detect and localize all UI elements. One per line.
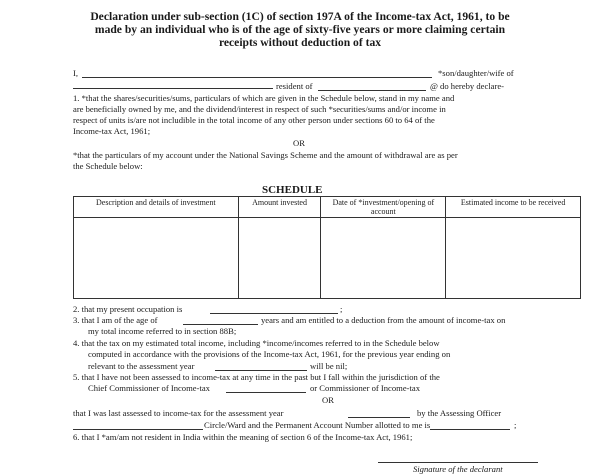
schedule-header-cell: Date of *investment/opening of account xyxy=(321,197,446,218)
schedule-header-cell: Description and details of investment xyxy=(74,197,239,218)
schedule-table xyxy=(73,196,581,299)
signature-line[interactable] xyxy=(378,462,538,463)
schedule-header-cell: Estimated income to be received xyxy=(446,197,581,218)
para2-end: ; xyxy=(340,304,343,314)
para5-text: that I was last assessed to income-tax for the assessment year xyxy=(73,408,284,418)
para5-text: Circle/Ward and the Permanent Account Number allotted to me is xyxy=(204,420,431,430)
para4-line: 4. that the tax on my estimated total income, including *income/incomes referred to in the Schedule below xyxy=(73,338,440,348)
assessment-year-field[interactable] xyxy=(215,370,307,371)
parent-name-field[interactable] xyxy=(73,88,273,89)
decl-resident: resident of xyxy=(276,81,313,91)
para3-text: years and am entitled to a deduction from the amount of income-tax on xyxy=(261,315,506,325)
para5-text: 5. that I have not been assessed to income-tax at any time in the past but I fall within the jurisdiction of the xyxy=(73,372,440,382)
name-field[interactable] xyxy=(82,77,432,78)
para4-line: relevant to the assessment year xyxy=(88,361,195,371)
schedule-header-cell: Amount invested xyxy=(238,197,321,218)
circle-ward-field[interactable] xyxy=(73,429,203,430)
schedule-title: SCHEDULE xyxy=(262,184,323,196)
title-line: made by an individual who is of the age of sixty-five years or more claiming certain xyxy=(94,23,506,36)
para2-text: 2. that my present occupation is xyxy=(73,304,183,314)
occupation-field[interactable] xyxy=(210,313,338,314)
para1-line: 1. *that the shares/securities/sums, particulars of which are given in the Schedule below, stand in my name and xyxy=(73,93,455,103)
pan-field[interactable] xyxy=(430,429,510,430)
para6-text: 6. that I *am/am not resident in India within the meaning of section 6 of the Income-tax Act, 1961; xyxy=(73,432,413,442)
para3-text: 3. that I am of the age of xyxy=(73,315,158,325)
nss-line: the Schedule below: xyxy=(73,161,143,171)
age-field[interactable] xyxy=(183,324,258,325)
or-separator: OR xyxy=(322,395,334,405)
signature-label: Signature of the declarant xyxy=(413,464,503,474)
para5-end: ; xyxy=(514,420,517,430)
or-separator: OR xyxy=(293,138,305,148)
para1-line: respect of units is/are not includible in the total income of any other person under sections 60 to 64 of the xyxy=(73,115,435,125)
para1-line: are beneficially owned by me, and the dividend/interest in respect of such *securities/sums and/or income in xyxy=(73,104,446,114)
decl-hereby: @ do hereby declare- xyxy=(430,81,504,91)
para3-text: my total income referred to in section 88B; xyxy=(88,326,237,336)
schedule-entry-cell[interactable] xyxy=(321,218,446,299)
chief-commissioner-field[interactable] xyxy=(226,392,306,393)
residence-field[interactable] xyxy=(318,90,426,91)
para4-end: will be nil; xyxy=(310,361,348,371)
schedule-entry-row xyxy=(74,218,581,299)
title-line: Declaration under sub-section (1C) of section 197A of the Income-tax Act, 1961, to be xyxy=(90,10,510,23)
decl-son: *son/daughter/wife of xyxy=(438,68,514,78)
schedule-header-row xyxy=(74,197,581,218)
title-line: receipts without deduction of tax xyxy=(218,36,382,49)
para5-text: or Commissioner of Income-tax xyxy=(310,383,421,393)
schedule-entry-cell[interactable] xyxy=(74,218,239,299)
para5-text: by the Assessing Officer xyxy=(417,408,502,418)
nss-line: *that the particulars of my account under the National Savings Scheme and the amount of withdrawal are as per xyxy=(73,150,458,160)
schedule-entry-cell[interactable] xyxy=(238,218,321,299)
para4-line: computed in accordance with the provisions of the Income-tax Act, 1961, for the previous year ending on xyxy=(88,349,451,359)
decl-i: I, xyxy=(73,68,79,78)
para5-text: Chief Commissioner of Income-tax xyxy=(88,383,210,393)
last-assessment-year-field[interactable] xyxy=(348,417,410,418)
para1-line: Income-tax Act, 1961; xyxy=(73,126,151,136)
schedule-entry-cell[interactable] xyxy=(446,218,581,299)
